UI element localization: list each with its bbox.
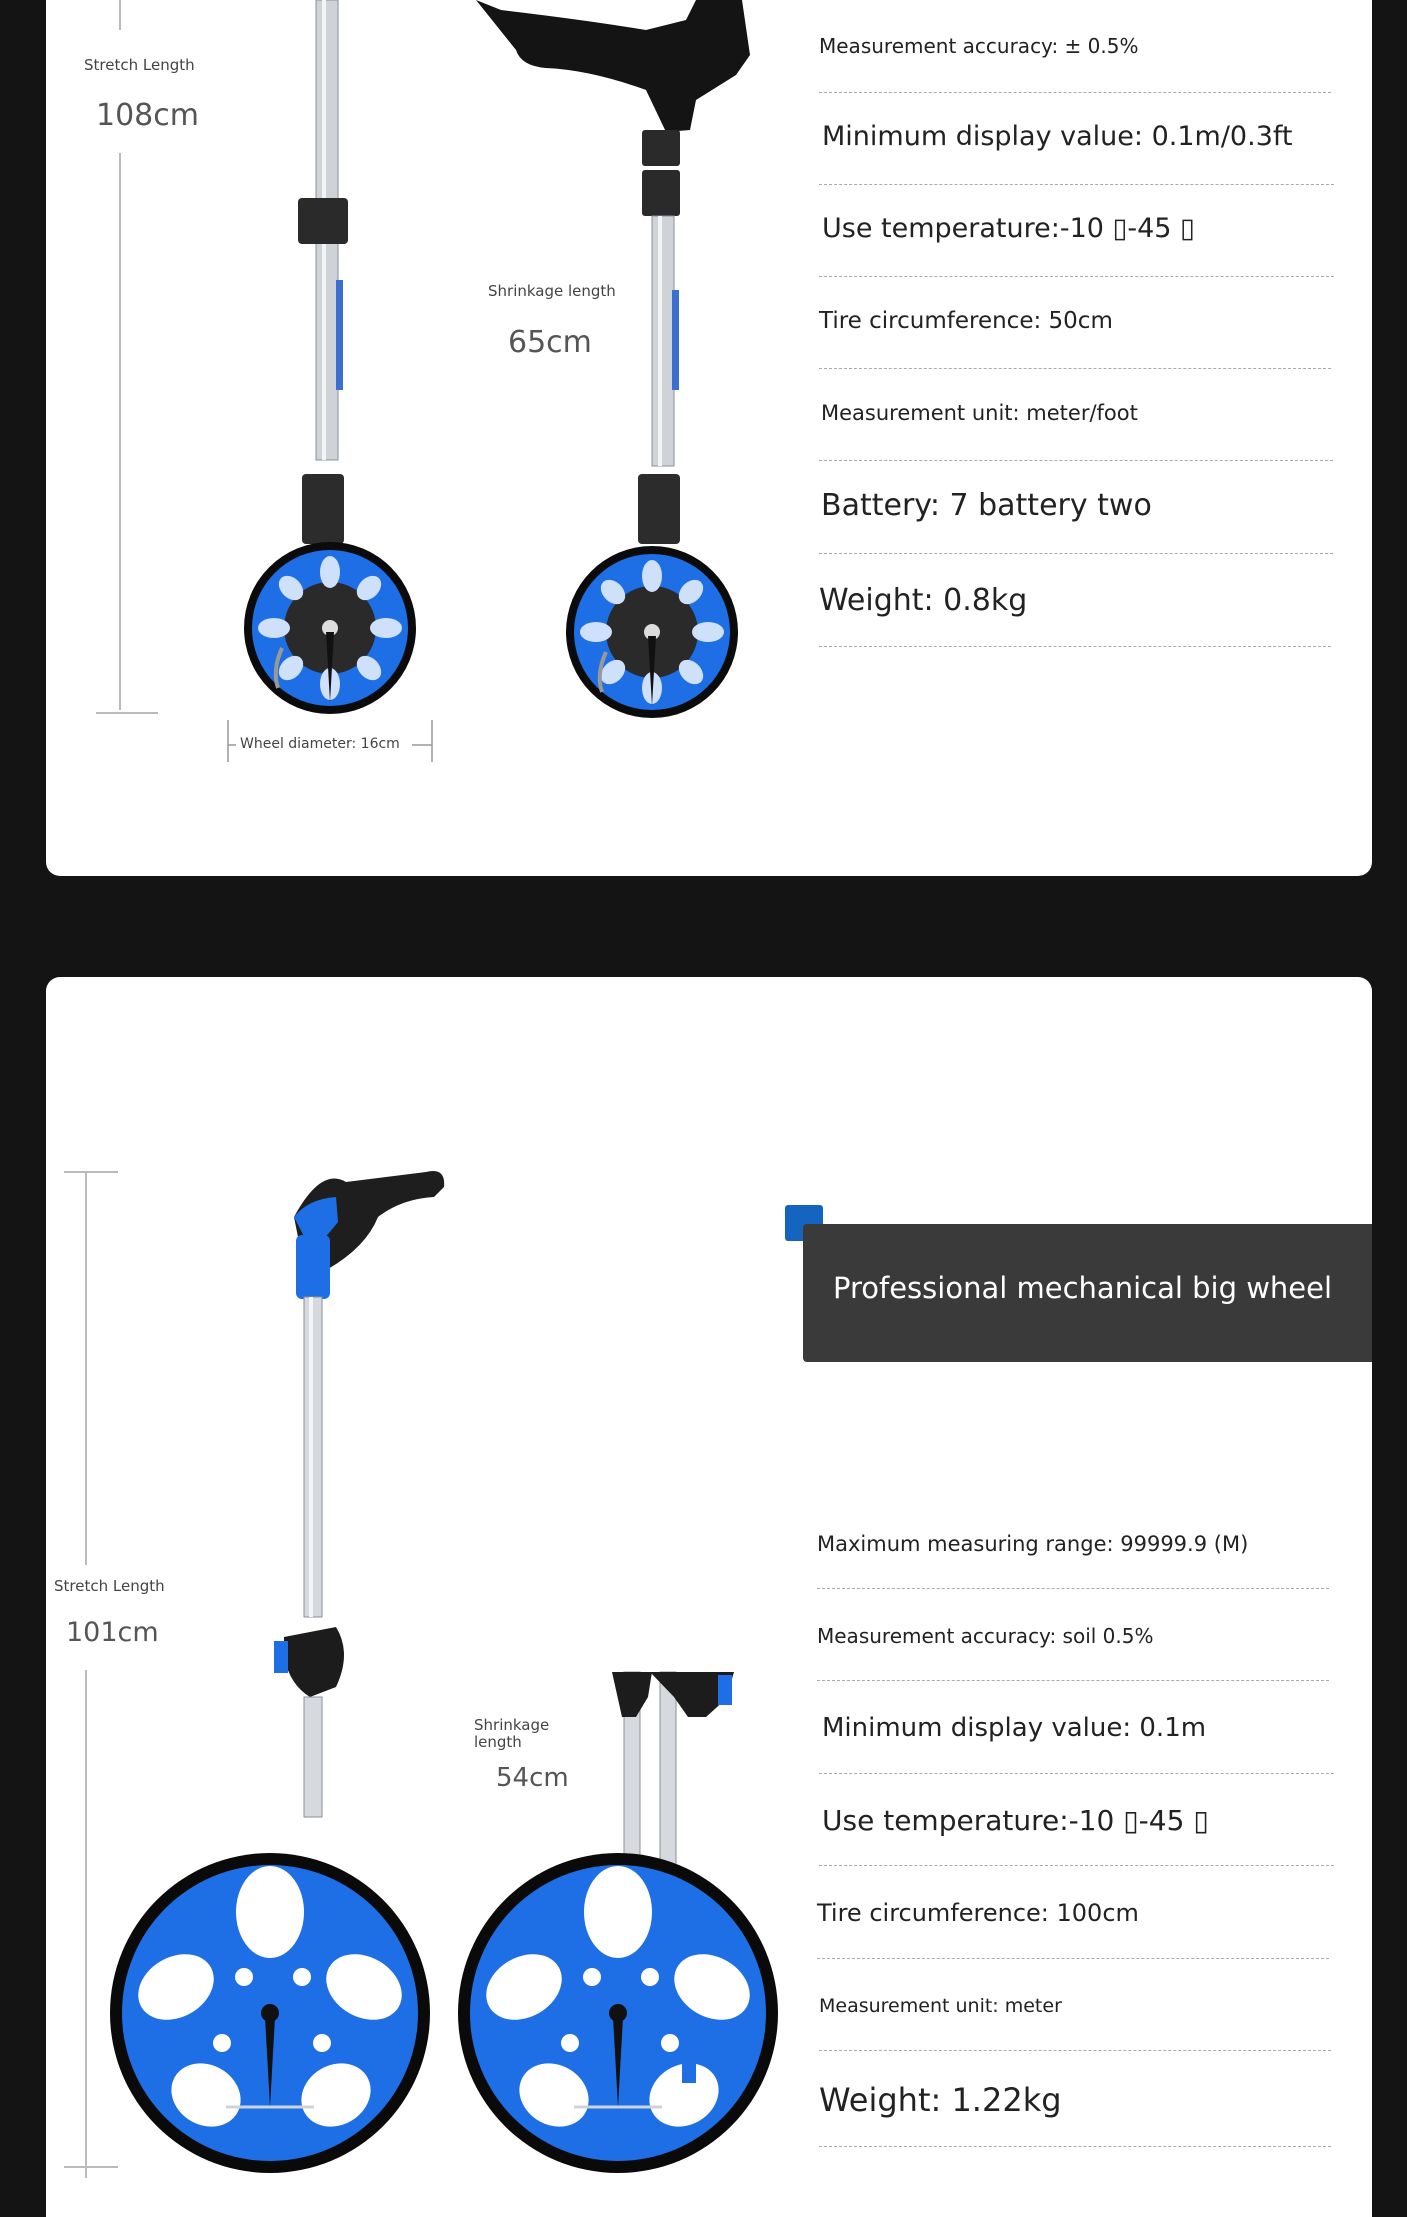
title-banner [803,1224,1372,1362]
stretch-length-label: Stretch Length [54,1577,165,1595]
stretch-length-value: 101cm [66,1617,159,1648]
spec-item: Tire circumference: 50cm [819,276,1331,369]
small-wheel-extended [244,0,416,714]
spec-item: Weight: 1.22kg [819,2050,1331,2147]
shrinkage-length-label [474,1717,549,1751]
product-card-big-wheel [46,977,1372,2217]
shrinkage-length-value: 65cm [508,325,592,360]
shrinkage-label-line1: Shrinkage [474,1716,550,1734]
banner-title: Professional mechanical big wheel [833,1271,1333,1305]
big-wheel-extended [110,1171,444,2173]
spec-item: Weight: 0.8kg [819,553,1331,647]
product-card-small-wheel [46,0,1372,876]
wheel-diameter-label: Wheel diameter: 16cm [240,736,400,752]
stretch-length-value: 108cm [96,98,199,133]
spec-item: Measurement accuracy: ± 0.5% [819,26,1331,93]
spec-item: Battery: 7 battery two [819,460,1333,554]
spec-item: Measurement accuracy: soil 0.5% [817,1588,1329,1681]
spec-item: Use temperature:-10 ▯-45 ▯ [819,1773,1334,1866]
spec-item: Use temperature:-10 ▯-45 ▯ [819,184,1334,277]
stretch-length-label: Stretch Length [84,56,195,74]
spec-item: Tire circumference: 100cm [817,1865,1329,1959]
shrinkage-length-label: Shrinkage length [488,282,616,300]
shrinkage-label-line2: length [474,1733,522,1751]
stretch-dimension-line [64,1172,118,2178]
shrinkage-length-value: 54cm [496,1763,569,1793]
spec-item: Minimum display value: 0.1m/0.3ft [819,92,1334,185]
spec-item: Measurement unit: meter [819,1958,1331,2051]
spec-item: Maximum measuring range: 99999.9 (M) [817,1496,1329,1589]
spec-item: Measurement unit: meter/foot [819,368,1333,461]
spec-item: Minimum display value: 0.1m [819,1680,1334,1774]
